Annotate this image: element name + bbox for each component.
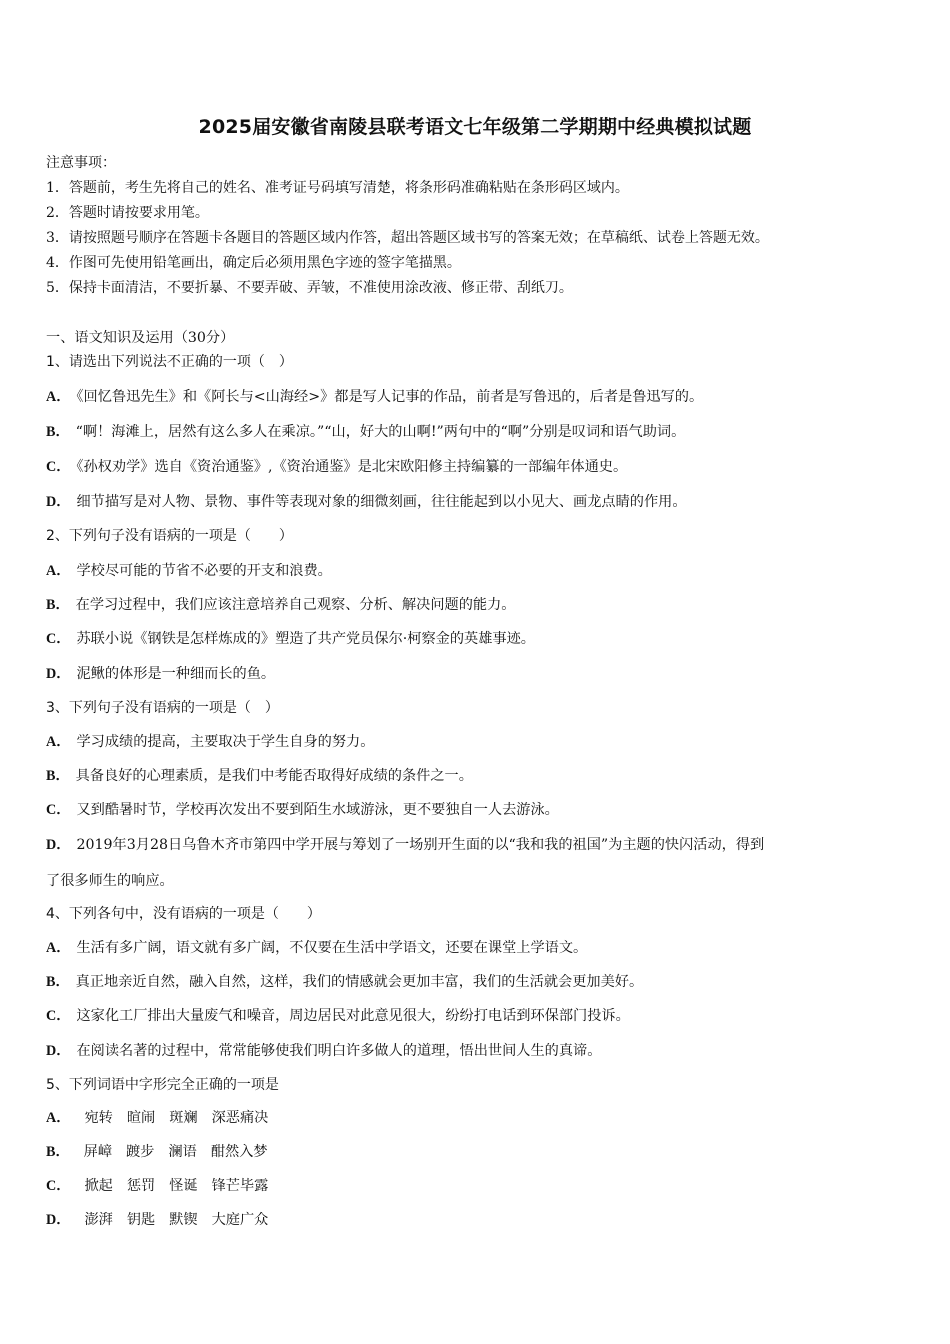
section-heading: 一、语文知识及运用（30分） xyxy=(46,330,235,346)
notice-item-4: 4．作图可先使用铅笔画出，确定后必须用黑色字迹的签字笔描黑。 xyxy=(46,255,461,271)
notice-item-1: 1．答题前，考生先将自己的姓名、准考证号码填写清楚，将条形码准确粘贴在条形码区域内。 xyxy=(46,180,629,196)
q4-option-c: C． 这家化工厂排出大量废气和噪音，周边居民对此意见很大，纷纷打电话到环保部门投诉。 xyxy=(46,1008,630,1024)
q5-option-d: D． 澎湃 钥匙 默锲 大庭广众 xyxy=(46,1212,269,1228)
q4-option-a: A． 生活有多广阔，语文就有多广阔，不仅要在生活中学语文，还要在课堂上学语文。 xyxy=(46,940,588,956)
question-2-stem: 2、下列句子没有语病的一项是（ ） xyxy=(46,528,293,544)
question-4-stem: 4、下列各句中，没有语病的一项是（ ） xyxy=(46,906,321,922)
notice-item-2: 2．答题时请按要求用笔。 xyxy=(46,205,209,221)
q3-option-d: D． 2019年3月28日乌鲁木齐市第四中学开展与筹划了一场别开生面的以“我和我的祖国”为主题的快闪活动，得到 xyxy=(46,837,765,853)
q5-option-a: A． 宛转 暄闹 斑斓 深恶痛决 xyxy=(46,1110,269,1126)
q1-option-b: B． “啊！海滩上，居然有这么多人在乘凉。”“山，好大的山啊!”两句中的“啊”分别是叹词和语气助词。 xyxy=(46,424,686,440)
q1-option-c: C． 《孙权劝学》选自《资治通鉴》,《资治通鉴》是北宋欧阳修主持编纂的一部编年体通史。 xyxy=(46,459,628,475)
q4-option-d: D． 在阅读名著的过程中，常常能够使我们明白许多做人的道理，悟出世间人生的真谛。 xyxy=(46,1043,602,1059)
q3-option-b: B． 具备良好的心理素质，是我们中考能否取得好成绩的条件之一。 xyxy=(46,768,473,784)
q5-option-c: C． 掀起 惩罚 怪诞 锋芒毕露 xyxy=(46,1178,269,1194)
question-1-stem: 1、请选出下列说法不正确的一项（ ） xyxy=(46,354,293,370)
q2-option-a: A． 学校尽可能的节省不必要的开支和浪费。 xyxy=(46,563,332,579)
q3-option-d-continued: 了很多师生的响应。 xyxy=(46,873,174,889)
q1-option-a: A． 《回忆鲁迅先生》和《阿长与<山海经>》都是写人记事的作品，前者是写鲁迅的，后者是鲁迅写的。 xyxy=(46,389,704,405)
notice-heading: 注意事项： xyxy=(46,155,116,171)
q2-option-d: D． 泥鳅的体形是一种细而长的鱼。 xyxy=(46,666,276,682)
q2-option-c: C． 苏联小说《钢铁是怎样炼成的》塑造了共产党员保尔·柯察金的英雄事迹。 xyxy=(46,631,535,647)
q4-option-b: B． 真正地亲近自然，融入自然，这样，我们的情感就会更加丰富，我们的生活就会更加美好。 xyxy=(46,974,644,990)
question-5-stem: 5、下列词语中字形完全正确的一项是 xyxy=(46,1077,279,1093)
notice-item-3: 3．请按照题号顺序在答题卡各题目的答题区域内作答，超出答题区域书写的答案无效；在草稿纸、试卷上答题无效。 xyxy=(46,230,769,246)
q1-option-d: D． 细节描写是对人物、景物、事件等表现对象的细微刻画，往往能起到以小见大、画龙点睛的作用。 xyxy=(46,494,687,510)
q3-option-a: A． 学习成绩的提高，主要取决于学生自身的努力。 xyxy=(46,734,375,750)
q3-option-c: C． 又到酷暑时节，学校再次发出不要到陌生水域游泳，更不要独自一人去游泳。 xyxy=(46,802,559,818)
q2-option-b: B． 在学习过程中，我们应该注意培养自己观察、分析、解决问题的能力。 xyxy=(46,597,516,613)
question-3-stem: 3、下列句子没有语病的一项是（ ） xyxy=(46,700,279,716)
notice-item-5: 5．保持卡面清洁，不要折暴、不要弄破、弄皱，不准使用涂改液、修正带、刮纸刀。 xyxy=(46,280,573,296)
page-title: 2025届安徽省南陵县联考语文七年级第二学期期中经典模拟试题 xyxy=(198,116,752,138)
q5-option-b: B． 屏嶂 踱步 澜语 酣然入梦 xyxy=(46,1144,268,1160)
